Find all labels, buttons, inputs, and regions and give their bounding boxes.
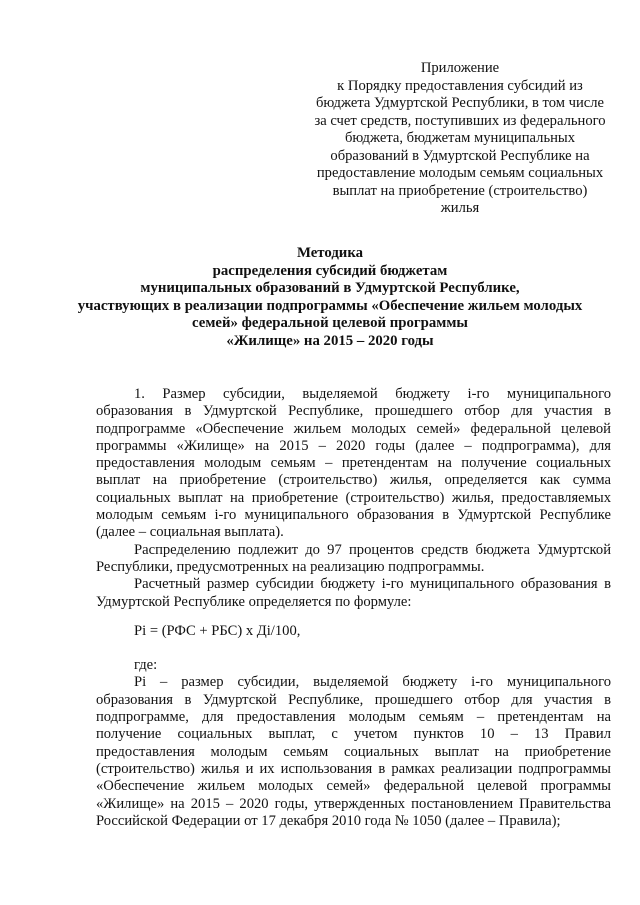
- title-line: Методика: [296, 245, 364, 261]
- text-line: Российской Федерации от 17 декабря 2010 года № 1050 (далее – Правила);: [96, 812, 561, 829]
- appendix-line: к Порядку предоставления субсидий из: [337, 77, 583, 94]
- text-line: Распределению подлежит до 97 процентов средств бюджета Удмуртской: [134, 541, 611, 558]
- text-line: Расчетный размер субсидии бюджету i-го муниципального образования в: [134, 576, 611, 593]
- appendix-line: бюджета, бюджетам муниципальных: [344, 130, 576, 146]
- document-title: [60, 245, 600, 351]
- appendix-line: Приложение: [420, 60, 500, 76]
- text-line: «Обеспечение жильем молодых семей» федеральной целевой программы: [96, 778, 611, 795]
- text-line: Pi – размер субсидии, выделяемой бюджету i-го муниципального: [134, 674, 611, 691]
- title-line: семей» федеральной целевой программы: [192, 315, 468, 332]
- title-line: распределения субсидий бюджетам: [212, 262, 448, 279]
- text-line: подпрограмме «Обеспечение жильем молодых семей» федеральной целевой: [96, 420, 611, 437]
- document-body: [96, 386, 611, 830]
- text-line: 1. Размер субсидии, выделяемой бюджету i-го муниципального: [134, 386, 611, 402]
- text-line: предоставления молодым семьям социальных выплат на приобретение: [96, 743, 611, 760]
- paragraph-2: [96, 542, 611, 577]
- appendix-line: выплат на приобретение (строительство): [332, 182, 588, 199]
- title-line: участвующих в реализации подпрограммы «Обеспечение жильем молодых: [77, 297, 583, 314]
- appendix-line: образований в Удмуртской Республике на: [330, 147, 590, 164]
- text-line: Удмуртской Республике определяется по формуле:: [96, 593, 412, 610]
- appendix-header: [300, 60, 620, 218]
- paragraph-3: [96, 576, 611, 611]
- paragraph-1: [96, 386, 611, 542]
- text-line: молодым семьям i-го муниципального образования в Удмуртской Республике: [96, 507, 611, 524]
- paragraph-4: [96, 674, 611, 830]
- appendix-line: бюджета Удмуртской Республики, в том числе: [315, 95, 605, 111]
- text-line: образования в Удмуртской Республике, прошедшего отбор для участия в: [96, 691, 611, 708]
- text-line: Республики, предусмотренных на реализацию подпрограммы.: [96, 558, 485, 575]
- appendix-line: за счет средств, поступивших из федерального: [314, 112, 606, 129]
- text-line: подпрограмме, для предоставления молодым семьям – претендентам на: [96, 709, 611, 726]
- title-line: муниципальных образований в Удмуртской Республике,: [140, 280, 520, 297]
- text-line: (далее – социальная выплата).: [96, 524, 284, 541]
- appendix-line: жилья: [440, 200, 480, 216]
- text-line: программы «Жилище» на 2015 – 2020 годы (далее – подпрограмма), для: [96, 437, 611, 454]
- where-label: где:: [134, 657, 158, 674]
- text-line: получение социальных выплат, с учетом пунктов 10 – 13 Правил: [96, 726, 611, 743]
- text-line: выплат на приобретение (строительство) жилья, определяется как сумма: [96, 472, 611, 489]
- text-line: (строительство) жилья и их использования в рамках реализации подпрограммы: [96, 760, 611, 777]
- formula: Pi = (РФС + РБС) x Дi/100,: [134, 622, 301, 639]
- title-line: «Жилище» на 2015 – 2020 годы: [226, 332, 434, 349]
- text-line: социальных выплат на приобретение (строительство) жилья, предоставляемых: [96, 489, 611, 506]
- text-line: предоставления молодым семьям – претендентам на получение социальных: [96, 455, 611, 472]
- appendix-line: предоставление молодым семьям социальных: [316, 165, 604, 181]
- text-line: образования в Удмуртской Республике, прошедшего отбор для участия в: [96, 403, 611, 420]
- text-line: «Жилище» на 2015 – 2020 годы, утвержденных постановлением Правительства: [96, 795, 611, 812]
